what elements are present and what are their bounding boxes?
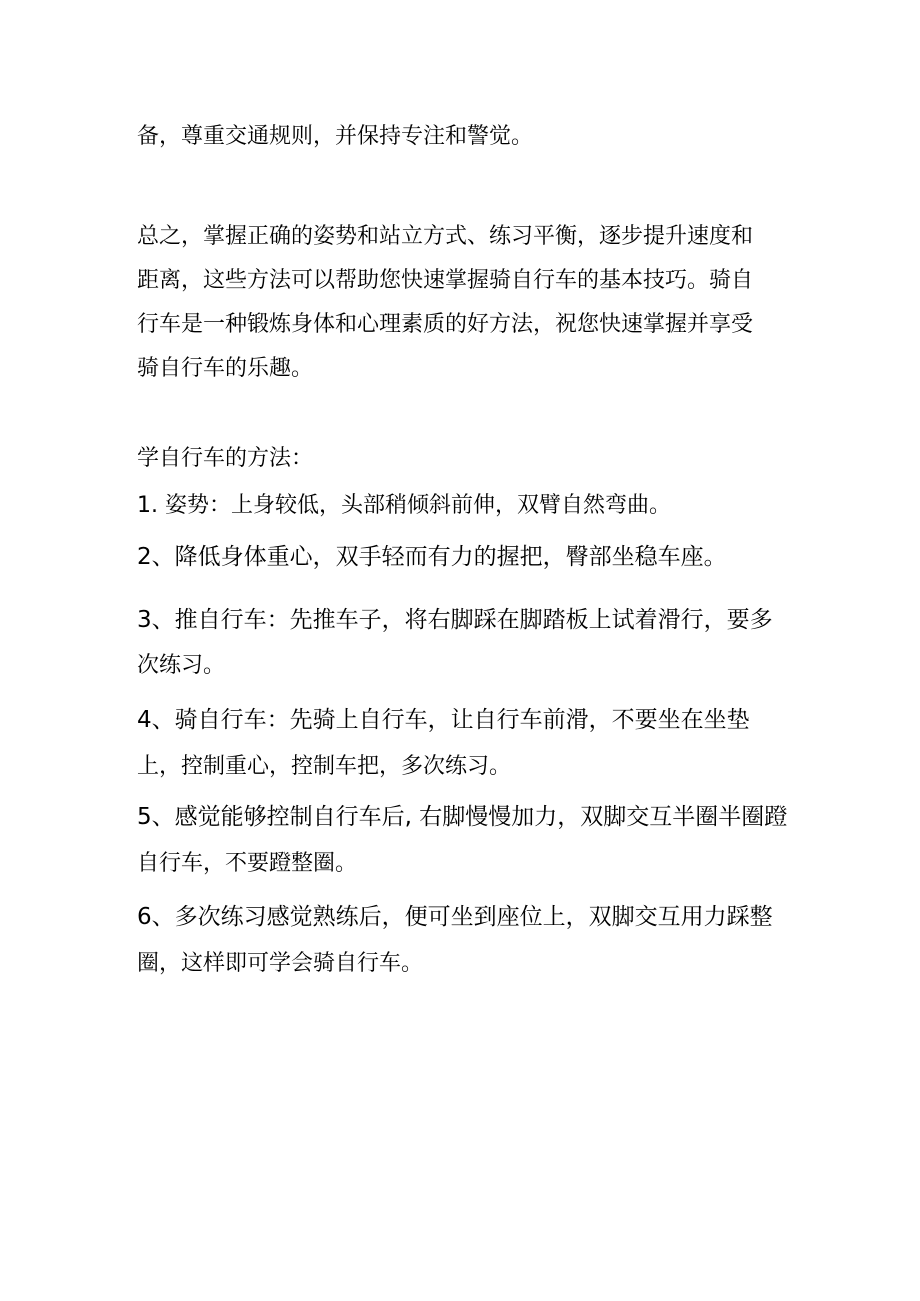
summary-line: 距离，这些方法可以帮助您快速掌握骑自行车的基本技巧。骑自 <box>137 268 754 293</box>
step-6-line-1: 6、多次练习感觉熟练后，便可坐到座位上，双脚交互用力踩整 <box>137 904 773 930</box>
step-6-line-2: 圈，这样即可学会骑自行车。 <box>137 951 424 976</box>
summary-line: 骑自行车的乐趣。 <box>137 356 314 381</box>
step-3-line-1: 3、推自行车：先推车子，将右脚踩在脚踏板上试着滑行，要多 <box>137 607 773 633</box>
step-1-line-1: 1. 姿势：上身较低，头部稍倾斜前伸，双臂自然弯曲。 <box>137 493 671 518</box>
summary-line: 总之，掌握正确的姿势和站立方式、练习平衡，逐步提升速度和 <box>137 224 754 249</box>
summary-line: 行车是一种锻炼身体和心理素质的好方法，祝您快速掌握并享受 <box>137 312 754 337</box>
paragraph-continuation: 备，尊重交通规则，并保持专注和警觉。 <box>137 124 534 149</box>
step-3-line-2: 次练习。 <box>137 653 226 678</box>
step-4-line-1: 4、骑自行车：先骑上自行车，让自行车前滑，不要坐在坐垫 <box>137 707 750 733</box>
step-5-line-2: 自行车，不要蹬整圈。 <box>137 851 358 876</box>
step-5-line-1: 5、感觉能够控制自行车后, 右脚慢慢加力，双脚交互半圈半圈蹬 <box>137 804 788 830</box>
methods-heading: 学自行车的方法： <box>137 446 314 471</box>
step-4-line-2: 上，控制重心，控制车把，多次练习。 <box>137 754 512 779</box>
step-2-line-1: 2、降低身体重心，双手轻而有力的握把，臀部坐稳车座。 <box>137 544 727 570</box>
